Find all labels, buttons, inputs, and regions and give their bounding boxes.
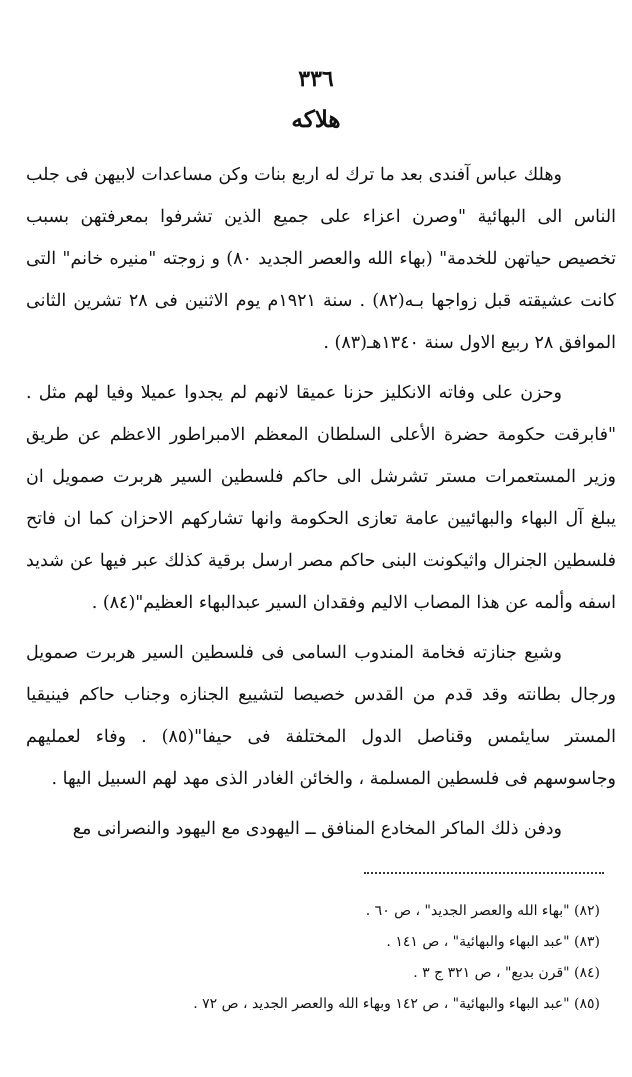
page-number: ٣٣٦ [298, 66, 334, 92]
paragraph-4: ودفن ذلك الماكر المخادع المنافق ــ اليهودى مع اليهود والنصرانى مع [72, 819, 562, 839]
body-text [26, 154, 616, 850]
footnote-82: (٨٢) "بهاء الله والعصر الجديد" ، ص ٦٠ . [365, 903, 600, 919]
footnote-85: (٨٥) "عبد البهاء والبهائية" ، ص ١٤٢ وبهاء الله والعصر الجديد ، ص ٧٢ . [193, 996, 600, 1012]
footnote-83: (٨٣) "عبد البهاء والبهائية" ، ص ١٤١ . [386, 934, 600, 950]
paragraph-1: وهلك عباس آفندى بعد ما ترك له اربع بنات وكن مساعدات لابيهن فى جلب الناس الى البهائية "وصرن اعزاء على جميع الذين تشرفوا بمعرفتهن بسبب تخصيص حياتهن للخدمة" (بهاء الله والعصر الجديد ٨٠) و زوجته "منيره خانم" التى كانت عشيقته قبل زواجها بـه(٨٢) . سنة ١٩٢١م يوم الاثنين فى ٢٨ تشرين الثانى الموافق ٢٨ ربيع الاول سنة ١٣٤٠هـ(٨٣) . [26, 165, 617, 353]
section-heading: هلاكه [291, 106, 341, 133]
paragraph-3: وشيع جنازته فخامة المندوب السامى فى فلسطين السير هربرت صمويل ورجال بطانته وقد قدم من القدس خصيصا لتشييع الجنازه وجناب حاكم فينيقيا المستر سايئمس وقناصل الدول المختلفة فى حيفا"(٨٥) . وفاء لعمليهم وجاسوسهم فى فلسطين المسلمة ، والخائن الغادر الذى مهد لهم السبيل اليها . [26, 643, 616, 789]
footnote-separator [364, 872, 604, 874]
footnote-84: (٨٤) "قرن بديع" ، ص ٣٢١ ج ٣ . [413, 965, 600, 981]
paragraph-2: وحزن على وفاته الانكليز حزنا عميقا لانهم لم يجدوا عميلا وفيا لهم مثل . "فابرقت حكومة حضرة الأعلى السلطان المعظم الامبراطور الاعظم عن طريق وزير المستعمرات مستر تشرشل الى حاكم فلسطين السير هربرت صمويل ان يبلغ آل البهاء والبهائيين عامة تعازى الحكومة وانها تشاركهم الاحزان كما ان فاتح فلسطين الجنرال واثيكونت البنى حاكم مصر ارسل برقية كذلك عبر فيها عن شديد اسفه وألمه عن هذا المصاب الاليم وفقدان السير عبدالبهاء العظيم"(٨٤) . [26, 383, 616, 613]
footnotes [40, 896, 600, 1020]
